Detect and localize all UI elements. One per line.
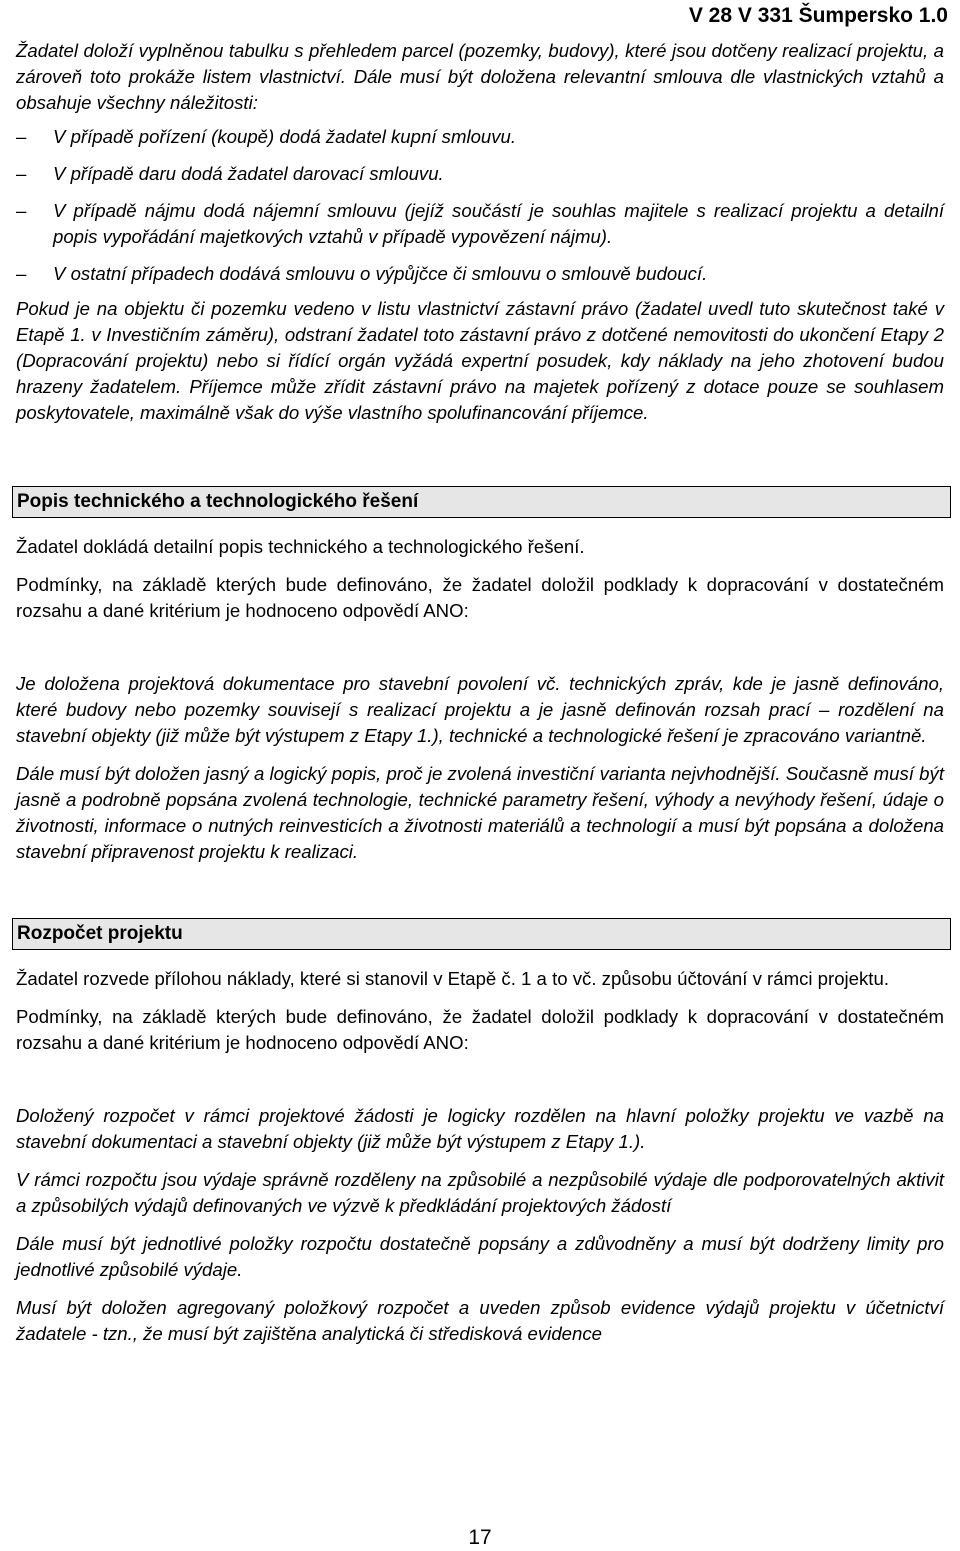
budget-criterion-accounting: Musí být doložen agregovaný položkový rozpočet a uveden způsob evidence výdajů projektu v účetnictví žadatele - tzn., že musí být zajištěna analytická či středisková evidence bbox=[16, 1297, 944, 1344]
dash-bullet: – bbox=[16, 200, 27, 221]
budget-paragraph: Žadatel rozvede přílohou náklady, které si stanovil v Etapě č. 1 a to vč. způsobu účtování v rámci projektu. bbox=[16, 968, 889, 989]
document-reference: V 28 V 331 Šumpersko 1.0 bbox=[688, 4, 948, 27]
list-item: – V případě nájmu dodá nájemní smlouvu (jejíž součástí je souhlas majitele s realizací projektu a detailní popis vypořádání majetkových vztahů v případě vypovězení nájmu). bbox=[16, 200, 944, 247]
dash-bullet: – bbox=[16, 263, 27, 284]
technical-criterion-documentation: Je doložena projektová dokumentace pro stavební povolení vč. technických zpráv, kde je jasně definováno, které budovy nebo pozemky souvisejí s realizací projektu a je jasně definován rozsah prací – rozdělení na stavební objekty (již může být výstupem z Etapy 1.), technické a technologické řešení je zpracováno variantně. bbox=[16, 673, 944, 746]
section-heading-technical: Popis technického a technologického řešení bbox=[12, 486, 951, 518]
budget-conditions: Podmínky, na základě kterých bude definováno, že žadatel doložil podklady k dopracování v dostatečném rozsahu a dané kritérium je hodnoceno odpovědí ANO: bbox=[16, 1006, 944, 1053]
list-item: – V případě daru dodá žadatel darovací smlouvu. bbox=[16, 161, 944, 187]
technical-criterion-description: Dále musí být doložen jasný a logický popis, proč je zvolená investiční varianta nejvhodnější. Současně musí být jasně a podrobně popsána zvolená technologie, technické parametry řešení, výhody a nevýhody řešení, údaje o životnosti, informace o nutných reinvesticích a životnosti materiálů a technologií a musí být popsána a doložena stavební připravenost projektu k realizaci. bbox=[16, 763, 944, 862]
dash-bullet: – bbox=[16, 126, 27, 147]
list-item: – V případě pořízení (koupě) dodá žadatel kupní smlouvu. bbox=[16, 124, 944, 150]
section-heading-budget: Rozpočet projektu bbox=[12, 918, 951, 950]
technical-conditions: Podmínky, na základě kterých bude definováno, že žadatel doložil podklady k dopracování v dostatečném rozsahu a dané kritérium je hodnoceno odpovědí ANO: bbox=[16, 574, 944, 621]
page-number: 17 bbox=[468, 1526, 492, 1549]
budget-criterion-eligibility: V rámci rozpočtu jsou výdaje správně rozděleny na způsobilé a nezpůsobilé výdaje dle podporovatelných aktivit a způsobilých výdajů definovaných ve výzvě k předkládání projektových žádostí bbox=[16, 1169, 944, 1216]
list-item: – V ostatní případech dodává smlouvu o výpůjčce či smlouvu o smlouvě budoucí. bbox=[16, 261, 944, 287]
intro-paragraph: Žadatel doloží vyplněnou tabulku s přehledem parcel (pozemky, budovy), které jsou dotčeny realizací projektu, a zároveň toto prokáže listem vlastnictví. Dále musí být doložena relevantní smlouva dle vlastnických vztahů a obsahuje všechny náležitosti: bbox=[16, 40, 944, 113]
lien-paragraph: Pokud je na objektu či pozemku vedeno v listu vlastnictví zástavní právo (žadatel uvedl tuto skutečnost také v Etapě 1. v Investičním záměru), odstraní žadatel toto zástavní právo z dotčené nemovitosti do ukončení Etapy 2 (Dopracování projektu) nebo si řídící orgán vyžádá expertní posudek, kdy náklady na jeho zhotovení budou hrazeny žadatelem. Příjemce může zřídit zástavní právo na majetek pořízený z dotace pouze se souhlasem poskytovatele, maximálně však do výše vlastního spolufinancování příjemce. bbox=[16, 298, 944, 423]
page-content bbox=[16, 38, 944, 1347]
contract-list bbox=[16, 124, 944, 287]
budget-criterion-items: Dále musí být jednotlivé položky rozpočtu dostatečně popsány a zdůvodněny a musí být dodrženy limity pro jednotlivé způsobilé výdaje. bbox=[16, 1233, 944, 1280]
technical-paragraph: Žadatel dokládá detailní popis technického a technologického řešení. bbox=[16, 536, 585, 557]
budget-criterion-structure: Doložený rozpočet v rámci projektové žádosti je logicky rozdělen na hlavní položky projektu ve vazbě na stavební dokumentaci a stavební objekty (již může být výstupem z Etapy 1.). bbox=[16, 1105, 944, 1152]
dash-bullet: – bbox=[16, 163, 27, 184]
